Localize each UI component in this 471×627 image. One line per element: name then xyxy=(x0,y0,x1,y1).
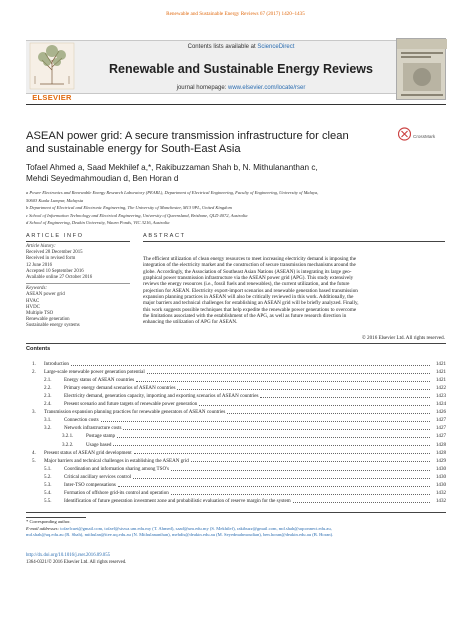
article-info-column xyxy=(26,244,130,330)
toc-leader-dots xyxy=(177,389,430,390)
toc-entry-page: 1428 xyxy=(435,449,446,456)
history-revised-date: 12 June 2016 xyxy=(26,262,53,268)
toc-entry-number: 2.2. xyxy=(44,385,52,392)
toc-leader-dots xyxy=(293,502,430,503)
toc-entry-number: 4. xyxy=(32,449,36,456)
corresponding-author-note: * Corresponding author. xyxy=(26,519,71,524)
elsevier-tree-logo xyxy=(26,40,78,98)
toc-entry[interactable] xyxy=(26,377,446,384)
toc-entry-page: 1421 xyxy=(435,361,446,367)
sciencedirect-link[interactable]: ScienceDirect xyxy=(257,44,295,50)
toc-entry-number: 2.1. xyxy=(44,377,52,384)
toc-entry-title: Electricity demand, generation capacity, importing and exporting scenarios of ASEAN countries xyxy=(64,393,259,400)
toc-entry-page: 1423 xyxy=(435,393,446,400)
toc-entry[interactable] xyxy=(26,361,446,368)
toc-leader-dots xyxy=(191,461,430,462)
history-online: Available online 27 October 2016 xyxy=(26,275,93,281)
toc-entry-title: Present scenario and future targets of renewable power generation xyxy=(64,401,198,408)
toc-entry[interactable] xyxy=(26,442,446,449)
toc-entry-page: 1427 xyxy=(435,425,446,432)
toc-entry-title: Usage based xyxy=(86,441,112,448)
toc-entry[interactable] xyxy=(26,425,446,432)
affiliation-d: d School of Engineering, Deakin University, Waurn Ponds, VIC 3216, Australia xyxy=(26,220,170,226)
toc-entry-number: 5.1. xyxy=(44,465,52,472)
homepage-link[interactable]: www.elsevier.com/locate/rser xyxy=(228,85,306,91)
keywords-label: Keywords: xyxy=(26,286,48,292)
toc-entry-number: 5. xyxy=(32,457,36,464)
toc-entry-page: 1432 xyxy=(435,489,446,496)
contents-top-rule xyxy=(26,343,446,344)
toc-entry[interactable] xyxy=(26,466,446,473)
toc-entry-title: Formation of offshore grid-its control and operation xyxy=(64,489,169,496)
toc-entry-page: 1426 xyxy=(435,409,446,416)
toc-leader-dots xyxy=(117,437,430,438)
toc-entry[interactable] xyxy=(26,417,446,424)
toc-leader-dots xyxy=(101,421,430,422)
article-info-heading: ARTICLE INFO xyxy=(26,233,84,239)
toc-entry-page: 1421 xyxy=(435,377,446,384)
affiliation-a-cont: 50603 Kuala Lumpur, Malaysia xyxy=(26,197,84,203)
toc-entry[interactable] xyxy=(26,393,446,400)
footnotes xyxy=(26,519,446,539)
toc-leader-dots xyxy=(123,429,430,430)
toc-entry-number: 1. xyxy=(32,361,36,367)
journal-cover-thumbnail xyxy=(396,38,446,100)
toc-entry-number: 5.4. xyxy=(44,489,52,496)
toc-entry-page: 1427 xyxy=(435,417,446,424)
email-addresses-line2[interactable]: md.shah@uq.edu.au (R. Shah), mithulan@itee.uq.edu.au (N. Mithulananthan), mehdis@deakin.edu.au (M. Seyedmahmoudian), ben.horan@deakin.edu.au (B. Horan). xyxy=(26,532,334,538)
toc-entry-number: 2.3. xyxy=(44,393,52,400)
email-addresses-line1[interactable]: tofaelcuet@gmail.com, tofael@siswa.um.edu.my (T. Ahmed), saad@um.edu.my (S. Mekhilef), rakibuzz@gmail.com, md.shah@uqconnect.edu.au, xyxy=(60,525,332,531)
toc-leader-dots xyxy=(118,486,430,487)
affiliation-c: c School of Information Technology and Electrical Engineering, University of Queensland, Brisbane, QLD 4072, Australia xyxy=(26,212,248,218)
toc-entry[interactable] xyxy=(26,401,446,408)
toc-entry-title: Network infrastructure costs xyxy=(64,425,122,432)
toc-leader-dots xyxy=(260,397,430,398)
elsevier-wordmark: ELSEVIER xyxy=(32,93,72,102)
toc-leader-dots xyxy=(199,405,430,406)
toc-entry-title: Large-scale renewable power generation potential xyxy=(44,369,145,376)
toc-leader-dots xyxy=(227,413,430,414)
journal-homepage: journal homepage: www.elsevier.com/locate/rser xyxy=(176,85,306,91)
toc-entry-page: 1432 xyxy=(435,497,446,504)
toc-entry-number: 2.4. xyxy=(44,401,52,408)
keyword: Renewable generation xyxy=(26,317,70,323)
toc-entry-number: 2. xyxy=(32,369,36,376)
author-list: Tofael Ahmed a, Saad Mekhilef a,*, Rakibuzzaman Shah b, N. Mithulananthan c, Mehdi Seyedmahmoudian d, Ben Horan d xyxy=(26,163,318,184)
toc-entry-title: Primary energy demand scenarios of ASEAN countries xyxy=(64,385,176,392)
article-info-rule xyxy=(26,241,130,242)
toc-entry-number: 5.3. xyxy=(44,481,52,488)
keywords-rule xyxy=(26,283,130,284)
toc-entry-title: Introduction xyxy=(44,361,69,367)
journal-title: Renewable and Sustainable Energy Reviews xyxy=(109,62,373,76)
toc-entry-title: Connection costs xyxy=(64,417,99,424)
toc-leader-dots xyxy=(71,365,430,366)
toc-entry[interactable] xyxy=(26,369,446,376)
toc-entry-page: 1422 xyxy=(435,385,446,392)
masthead-rule xyxy=(26,104,446,105)
toc-entry-title: Energy status of ASEAN countries xyxy=(64,377,135,384)
toc-entry-title: Transmission expansion planning practices for renewable generators of ASEAN countries xyxy=(44,409,226,416)
toc-entry-number: 3.2.2. xyxy=(62,441,74,448)
toc-leader-dots xyxy=(147,373,430,374)
toc-entry-number: 3.2.1. xyxy=(62,433,74,440)
toc-entry-title: Postage stamp xyxy=(86,433,116,440)
toc-entry[interactable] xyxy=(26,433,446,440)
keyword: HVAC xyxy=(26,298,40,304)
keyword: Multiple TSO xyxy=(26,311,54,317)
toc-entry[interactable] xyxy=(26,458,446,465)
history-accepted: Accepted 10 September 2016 xyxy=(26,268,84,274)
abstract-heading: ABSTRACT xyxy=(143,233,186,239)
toc-entry-number: 3.1. xyxy=(44,417,52,424)
footnote-rule xyxy=(26,517,86,518)
toc-leader-dots xyxy=(133,478,430,479)
toc-entry-page: 1421 xyxy=(435,369,446,376)
toc-entry-page: 1430 xyxy=(435,481,446,488)
toc-entry[interactable] xyxy=(26,474,446,481)
toc-entry-page: 1424 xyxy=(435,401,446,408)
abstract-copyright: © 2016 Elsevier Ltd. All rights reserved. xyxy=(361,335,445,341)
toc-leader-dots xyxy=(171,470,430,471)
crossmark-badge[interactable]: CrossMark xyxy=(398,127,448,145)
toc-entry-title: Coordination and information sharing among TSO's xyxy=(64,465,169,472)
crossmark-icon xyxy=(398,127,411,143)
email-label: E-mail addresses: xyxy=(26,525,61,531)
history-label: Article history: xyxy=(26,244,56,249)
abstract-text: The efficient utilization of clean energy resources to meet increasing electricity demand is imposing the integration of the electricity market and the construction of secure transmission mechanisms around the globe. Accordingly, the Association of Southeast Asian Nations (ASEAN) is integrating its large geo- graphical power transmission infrastructure via the ASEAN power grid (APG). This study extensively reviews the energy resources (i.e., fossil fuels and renewables), the current utilization, and the future projection for ASEAN. Electricity export-import scenarios and renewable generation based transmission expansion planning practices in ASEAN will also be critically reviewed in this work. Additionally, the major barriers and technical challenges for establishing an ASEAN grid will be briefly analyzed. Finally, this work suggests possible techniques that help expedite the renewable power generations to overcome the limitations associated with the establishment of the APG, as well as future research direction in enhancing the utilization of APG for ASEAN. xyxy=(143,256,359,326)
toc-entry[interactable] xyxy=(26,490,446,497)
toc-entry-page: 1430 xyxy=(435,473,446,480)
toc-leader-dots xyxy=(171,494,430,495)
issn-line: 1364-0321/© 2016 Elsevier Ltd. All rights reserved. xyxy=(26,559,127,565)
toc-entry-title: Major barriers and technical challenges in establishing the ASEAN grid xyxy=(44,457,189,464)
affiliation-a: a Power Electronics and Renewable Energy Research Laboratory (PEARL), Department of Electrical Engineering, Faculty of Engineering, University of Malaya, xyxy=(26,190,319,195)
contents-heading: Contents xyxy=(26,346,51,352)
toc-entry[interactable] xyxy=(26,498,446,505)
toc-leader-dots xyxy=(134,453,430,454)
abstract-rule xyxy=(143,241,445,242)
doi-link[interactable]: http://dx.doi.org/10.1016/j.rser.2016.09.055 xyxy=(26,553,110,558)
toc-entry-title: Identification of future generation investment zone and probabilistic evaluation of reserve margin for the system xyxy=(64,497,291,504)
toc-entry-page: 1430 xyxy=(435,465,446,472)
toc-leader-dots xyxy=(113,445,430,446)
contents-bottom-rule xyxy=(26,512,446,513)
toc-entry-title: Present status of ASEAN grid development xyxy=(44,449,132,456)
toc-entry-page: 1429 xyxy=(435,457,446,464)
keyword: HVDC xyxy=(26,304,40,310)
toc-entry-number: 3.2. xyxy=(44,425,52,432)
toc-entry[interactable] xyxy=(26,450,446,457)
keyword: Sustainable energy systems xyxy=(26,323,80,329)
toc-entry[interactable] xyxy=(26,482,446,489)
article-title: ASEAN power grid: A secure transmission infrastructure for clean and sustainable energy for South-East Asia xyxy=(26,130,349,156)
toc-entry[interactable] xyxy=(26,409,446,416)
affiliation-b: b Department of Electrical and Electronic Engineering, The University of Manchester, M13 9PL, United Kingdom xyxy=(26,205,232,211)
bottom-info xyxy=(26,553,446,566)
toc-entry-number: 5.2. xyxy=(44,473,52,480)
toc-entry-title: Critical ancillary services control xyxy=(64,473,132,480)
toc-leader-dots xyxy=(136,381,430,382)
running-head[interactable]: Renewable and Sustainable Energy Reviews 67 (2017) 1420–1435 xyxy=(166,11,305,17)
contents-available-line: Contents lists available at ScienceDirect xyxy=(187,44,295,50)
history-revised-label: Received in revised form xyxy=(26,256,76,262)
toc-entry-page: 1427 xyxy=(435,433,446,440)
toc-entry-title: Inter-TSO compensations xyxy=(64,481,116,488)
toc-entry-page: 1428 xyxy=(435,441,446,448)
toc-entry[interactable] xyxy=(26,385,446,392)
history-received: Received 28 December 2015 xyxy=(26,250,83,256)
toc-entry-number: 5.5. xyxy=(44,497,52,504)
keyword: ASEAN power grid xyxy=(26,292,65,298)
toc-entry-number: 3. xyxy=(32,409,36,416)
affiliations xyxy=(26,189,446,227)
